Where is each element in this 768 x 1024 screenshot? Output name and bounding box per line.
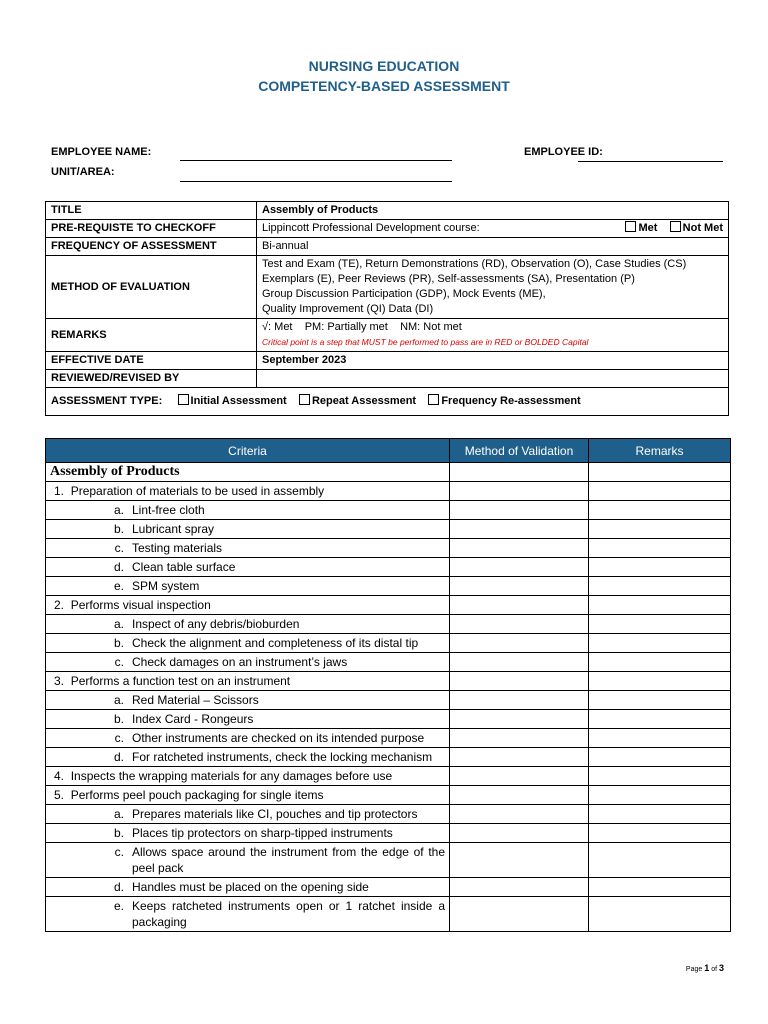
repeat-assessment-checkbox[interactable]: [299, 394, 310, 405]
criteria-cell: [46, 577, 450, 596]
method-cell[interactable]: [450, 748, 589, 767]
critical-note: Critical point is a step that MUST be performed to pass are in RED or BOLDED Capital: [262, 337, 589, 347]
method-cell[interactable]: [450, 805, 589, 824]
repeat-assessment-label: Repeat Assessment: [311, 395, 417, 407]
remarks-cell[interactable]: [589, 653, 731, 672]
sub-item-text: Places tip protectors on sharp-tipped instruments: [132, 826, 393, 840]
remarks-cell[interactable]: [589, 501, 731, 520]
criteria-cell: [46, 897, 450, 932]
frequency-value: Bi-annual: [257, 238, 729, 256]
sub-item-text: Keeps ratcheted instruments open or 1 ratchet inside a packaging: [132, 899, 445, 929]
criteria-subrow: [46, 615, 731, 634]
method-cell[interactable]: [450, 463, 589, 482]
criteria-cell: [46, 558, 450, 577]
remarks-cell[interactable]: [589, 520, 731, 539]
sub-item-text: Red Material – Scissors: [132, 693, 259, 707]
section-title: Assembly of Products: [46, 463, 450, 482]
criteria-header: Criteria: [46, 439, 450, 463]
sub-item-letter: e.: [113, 899, 124, 913]
remarks-cell[interactable]: [589, 878, 731, 897]
method-cell[interactable]: [450, 897, 589, 932]
method-cell[interactable]: [450, 558, 589, 577]
method-cell[interactable]: [450, 729, 589, 748]
employee-name-label: EMPLOYEE NAME:: [51, 146, 152, 158]
criteria-subrow: [46, 653, 731, 672]
remarks-cell[interactable]: [589, 767, 731, 786]
criteria-row: [46, 672, 731, 691]
initial-assessment-checkbox[interactable]: [178, 394, 189, 405]
item-text: Inspects the wrapping materials for any damages before use: [70, 769, 393, 783]
method-cell[interactable]: [450, 691, 589, 710]
criteria-cell: [46, 843, 450, 878]
item-number: 3.: [54, 674, 65, 688]
method-cell[interactable]: [450, 878, 589, 897]
criteria-cell: [46, 615, 450, 634]
criteria-cell: [46, 501, 450, 520]
sub-item-letter: c.: [114, 541, 124, 555]
sub-item-text: Inspect of any debris/bioburden: [132, 617, 300, 631]
met-label: Met: [638, 222, 658, 234]
doc-title-line2: COMPETENCY-BASED ASSESSMENT: [258, 78, 510, 94]
remarks-cell[interactable]: [589, 843, 731, 878]
sub-item-letter: b.: [113, 712, 124, 726]
prereq-value: Lippincott Professional Development course:: [262, 222, 480, 234]
effective-date-label: EFFECTIVE DATE: [46, 352, 257, 370]
criteria-row: [46, 786, 731, 805]
sub-item-letter: c.: [114, 655, 124, 669]
sub-item-letter: a.: [113, 617, 124, 631]
remarks-label: REMARKS: [46, 319, 257, 352]
method-cell[interactable]: [450, 843, 589, 878]
remarks-cell[interactable]: [589, 577, 731, 596]
title-value: Assembly of Products: [257, 202, 729, 220]
criteria-cell: [46, 634, 450, 653]
method-cell[interactable]: [450, 767, 589, 786]
sub-item-letter: a.: [113, 693, 124, 707]
method-line: Group Discussion Participation (GDP), Mock Events (ME),: [262, 288, 546, 300]
effective-date-value: September 2023: [257, 352, 729, 370]
criteria-cell: [46, 672, 450, 691]
sub-item-text: Check damages on an instrument’s jaws: [132, 655, 348, 669]
method-line: Quality Improvement (QI) Data (DI): [262, 303, 434, 315]
reviewed-value[interactable]: [257, 370, 729, 388]
criteria-subrow: [46, 501, 731, 520]
criteria-subrow: [46, 824, 731, 843]
initial-assessment-label: Initial Assessment: [190, 395, 287, 407]
sub-item-letter: d.: [113, 750, 124, 764]
employee-id-field[interactable]: [578, 161, 723, 162]
criteria-cell: [46, 805, 450, 824]
criteria-cell: [46, 520, 450, 539]
criteria-cell: [46, 482, 450, 501]
unit-area-field[interactable]: [180, 181, 452, 182]
frequency-label: FREQUENCY OF ASSESSMENT: [46, 238, 257, 256]
sub-item-text: Lubricant spray: [132, 522, 215, 536]
sub-item-letter: d.: [113, 880, 124, 894]
criteria-row: [46, 482, 731, 501]
method-cell[interactable]: [450, 539, 589, 558]
assessment-type-label: ASSESSMENT TYPE:: [51, 395, 163, 407]
method-cell[interactable]: [450, 672, 589, 691]
item-number: 1.: [54, 484, 65, 498]
item-number: 4.: [54, 769, 65, 783]
remarks-cell[interactable]: [589, 596, 731, 615]
method-cell[interactable]: [450, 577, 589, 596]
sub-item-text: Prepares materials like CI, pouches and tip protectors: [132, 807, 418, 821]
remarks-cell[interactable]: [589, 729, 731, 748]
method-line: Exemplars (E), Peer Reviews (PR), Self-assessments (SA), Presentation (P): [262, 273, 635, 285]
criteria-cell: [46, 729, 450, 748]
remarks-cell[interactable]: [589, 710, 731, 729]
remarks-cell[interactable]: [589, 672, 731, 691]
frequency-reassessment-checkbox[interactable]: [428, 394, 439, 405]
employee-id-label: EMPLOYEE ID:: [524, 146, 603, 158]
sub-item-letter: c.: [114, 731, 124, 745]
sub-item-text: Testing materials: [132, 541, 223, 555]
criteria-cell: [46, 748, 450, 767]
title-label: TITLE: [46, 202, 257, 220]
remarks-cell[interactable]: [589, 786, 731, 805]
criteria-row: [46, 596, 731, 615]
criteria-subrow: [46, 878, 731, 897]
page-footer: Page 1 of 3: [685, 963, 724, 973]
remarks-legend: √: Met PM: Partially met NM: Not met: [262, 321, 462, 333]
criteria-cell: [46, 653, 450, 672]
criteria-subrow: [46, 805, 731, 824]
item-text: Performs a function test on an instrument: [70, 674, 291, 688]
criteria-cell: [46, 824, 450, 843]
method-value: [257, 256, 729, 319]
remarks-cell[interactable]: [589, 897, 731, 932]
method-validation-header: Method of Validation: [450, 439, 589, 463]
sub-item-text: Other instruments are checked on its intended purpose: [132, 731, 425, 745]
sub-item-text: Handles must be placed on the opening side: [132, 880, 369, 894]
method-cell[interactable]: [450, 520, 589, 539]
sub-item-text: Lint-free cloth: [132, 503, 205, 517]
remarks-cell[interactable]: [589, 558, 731, 577]
criteria-subrow: [46, 897, 731, 932]
criteria-subrow: [46, 539, 731, 558]
criteria-cell: [46, 539, 450, 558]
criteria-cell: [46, 691, 450, 710]
remarks-value: [257, 319, 729, 352]
criteria-subrow: [46, 710, 731, 729]
item-text: Preparation of materials to be used in assembly: [70, 484, 325, 498]
criteria-cell: [46, 596, 450, 615]
employee-name-field[interactable]: [180, 160, 452, 161]
criteria-subrow: [46, 558, 731, 577]
criteria-subrow: [46, 843, 731, 878]
sub-item-text: For ratcheted instruments, check the locking mechanism: [132, 750, 433, 764]
doc-title-line1: NURSING EDUCATION: [308, 58, 460, 74]
criteria-subrow: [46, 748, 731, 767]
criteria-table: [45, 438, 731, 932]
criteria-cell: [46, 710, 450, 729]
unit-area-label: UNIT/AREA:: [51, 166, 115, 178]
sub-item-letter: b.: [113, 826, 124, 840]
method-label: METHOD OF EVALUATION: [46, 256, 257, 319]
item-text: Performs peel pouch packaging for single items: [70, 788, 324, 802]
criteria-cell: [46, 878, 450, 897]
criteria-cell: [46, 786, 450, 805]
criteria-subrow: [46, 729, 731, 748]
sub-item-letter: d.: [113, 560, 124, 574]
method-cell[interactable]: [450, 653, 589, 672]
sub-item-letter: e.: [113, 579, 124, 593]
remarks-cell[interactable]: [589, 463, 731, 482]
sub-item-letter: a.: [113, 807, 124, 821]
item-text: Performs visual inspection: [70, 598, 211, 612]
assessment-info-table: [45, 201, 729, 416]
item-number: 5.: [54, 788, 65, 802]
sub-item-text: SPM system: [132, 579, 200, 593]
criteria-subrow: [46, 691, 731, 710]
criteria-row: [46, 767, 731, 786]
method-cell[interactable]: [450, 786, 589, 805]
item-number: 2.: [54, 598, 65, 612]
sub-item-text: Clean table surface: [132, 560, 236, 574]
method-line: Test and Exam (TE), Return Demonstrations (RD), Observation (O), Case Studies (CS): [262, 258, 687, 270]
sub-item-text: Allows space around the instrument from the edge of the peel pack: [132, 845, 445, 875]
sub-item-letter: a.: [113, 503, 124, 517]
method-cell[interactable]: [450, 824, 589, 843]
not-met-label: Not Met: [682, 222, 723, 234]
method-cell[interactable]: [450, 501, 589, 520]
method-cell[interactable]: [450, 615, 589, 634]
method-cell[interactable]: [450, 596, 589, 615]
remarks-cell[interactable]: [589, 805, 731, 824]
reviewed-label: REVIEWED/REVISED BY: [46, 370, 257, 388]
remarks-cell[interactable]: [589, 691, 731, 710]
prereq-cell: [257, 220, 729, 238]
method-cell[interactable]: [450, 634, 589, 653]
sub-item-text: Index Card - Rongeurs: [132, 712, 254, 726]
remarks-cell[interactable]: [589, 634, 731, 653]
criteria-subrow: [46, 577, 731, 596]
method-cell[interactable]: [450, 710, 589, 729]
prereq-label: PRE-REQUISTE TO CHECKOFF: [46, 220, 257, 238]
assessment-type-row: [46, 388, 729, 416]
remarks-cell[interactable]: [589, 824, 731, 843]
method-cell[interactable]: [450, 482, 589, 501]
remarks-cell[interactable]: [589, 482, 731, 501]
criteria-cell: [46, 767, 450, 786]
criteria-subrow: [46, 634, 731, 653]
met-checkbox[interactable]: [625, 221, 636, 232]
remarks-cell[interactable]: [589, 748, 731, 767]
criteria-subrow: [46, 520, 731, 539]
sub-item-letter: b.: [113, 522, 124, 536]
remarks-cell[interactable]: [589, 615, 731, 634]
sub-item-letter: b.: [113, 636, 124, 650]
not-met-checkbox[interactable]: [670, 221, 681, 232]
remarks-header: Remarks: [589, 439, 731, 463]
sub-item-text: Check the alignment and completeness of its distal tip: [132, 636, 419, 650]
remarks-cell[interactable]: [589, 539, 731, 558]
frequency-reassessment-label: Frequency Re-assessment: [441, 395, 581, 407]
sub-item-letter: c.: [114, 845, 124, 859]
